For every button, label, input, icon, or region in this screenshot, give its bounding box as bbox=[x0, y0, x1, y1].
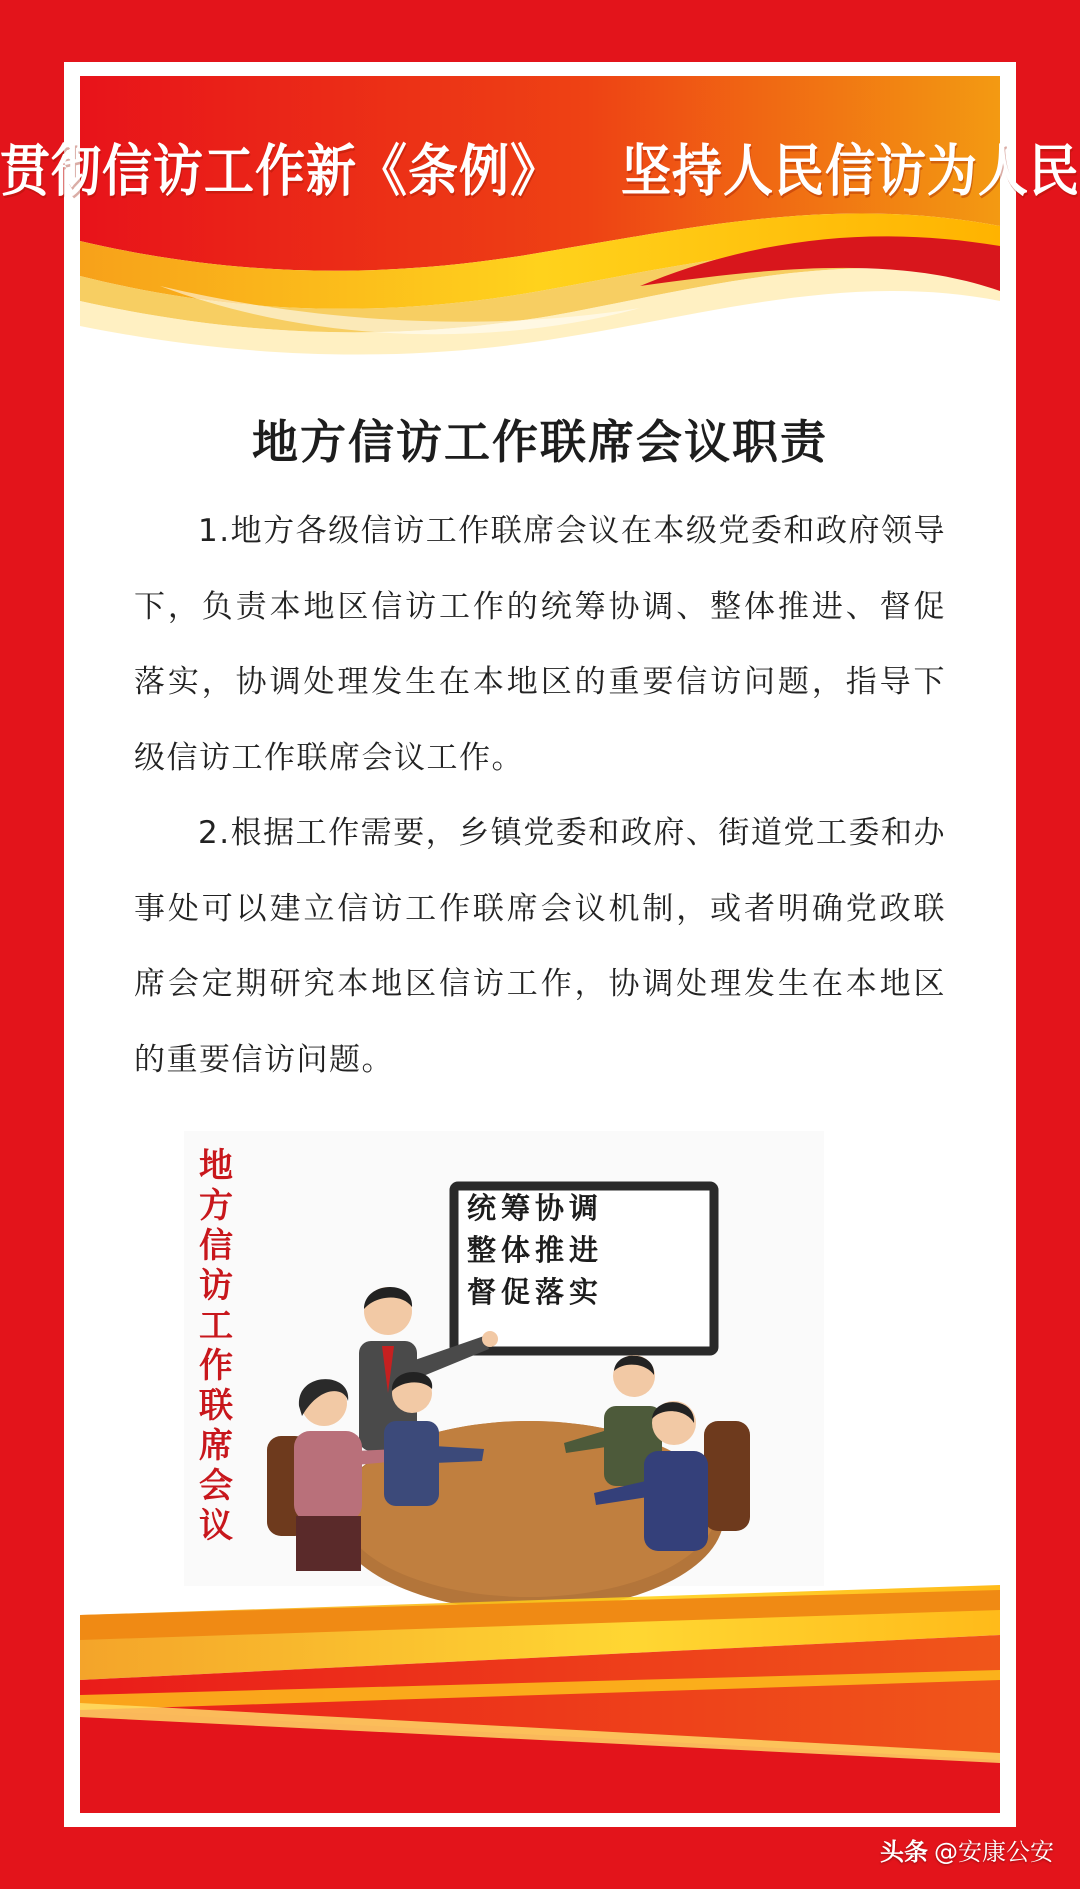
footer-wave-banner bbox=[80, 1585, 1000, 1813]
slogan-right: 坚持人民信访为人民 bbox=[621, 139, 1080, 204]
slogan-left: 贯彻信访工作新《条例》 bbox=[0, 139, 561, 204]
header-slogan bbox=[0, 127, 1080, 208]
document-title: 地方信访工作联席会议职责 bbox=[252, 415, 828, 469]
paragraph-2: 2.根据工作需要，乡镇党委和政府、街道党工委和办事处可以建立信访工作联席会议机制，或者明确党政联席会定期研究本地区信访工作，协调处理发生在本地区的重要信访问题。 bbox=[134, 815, 946, 1078]
paragraph-1: 1.地方各级信访工作联席会议在本级党委和政府领导下，负责本地区信访工作的统筹协调、整体推进、督促落实，协调处理发生在本地区的重要信访问题，指导下级信访工作联席会议工作。 bbox=[134, 513, 946, 776]
board-line-1: 统筹协调 bbox=[466, 1191, 603, 1225]
body-text bbox=[134, 494, 946, 1098]
watermark bbox=[880, 1832, 1054, 1867]
board-line-3: 督促落实 bbox=[466, 1275, 603, 1309]
poster-panel bbox=[0, 76, 1080, 1813]
watermark-brand: 头条 bbox=[880, 1838, 928, 1866]
header-wave-banner bbox=[80, 76, 1000, 376]
illustration-vertical-label: 地方信访工作联席会议 bbox=[199, 1146, 233, 1546]
board-line-2: 整体推进 bbox=[466, 1233, 603, 1267]
watermark-account: @安康公安 bbox=[934, 1838, 1054, 1866]
